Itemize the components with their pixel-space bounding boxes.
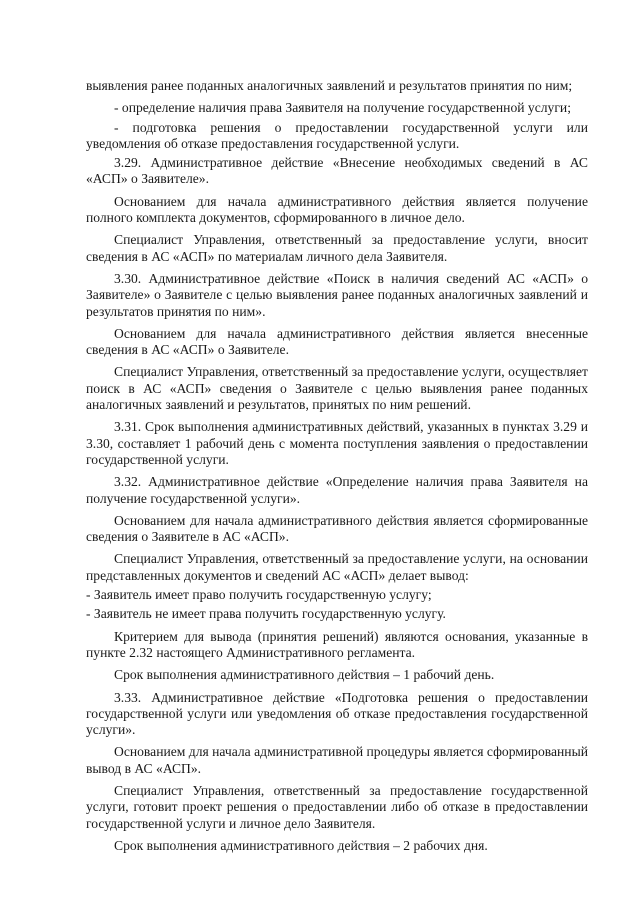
paragraph-3-32-heading: 3.32. Административное действие «Определение наличия права Заявителя на получение государственной услуги». <box>86 474 588 506</box>
paragraph-3-33-basis: Основанием для начала административной процедуры является сформированный вывод в АС «АСП». <box>86 744 588 776</box>
paragraph-3-31-deadline: 3.31. Срок выполнения административных действий, указанных в пунктах 3.29 и 3.30, составляет 1 рабочий день с момента поступления заявления о предоставлении государственной услуги. <box>86 419 588 467</box>
paragraph-outcome-has-right: - Заявитель имеет право получить государственную услугу; <box>86 587 432 603</box>
paragraph-continuation: выявления ранее поданных аналогичных заявлений и результатов принятия по ним; <box>86 78 573 93</box>
paragraph-3-33-specialist: Специалист Управления, ответственный за предоставление государственной услуги, готовит проект решения о предоставлении либо об отказе в предоставлении государственной услуги и личное дело Заявителя. <box>86 782 588 831</box>
paragraph-3-29-heading: 3.29. Административное действие «Внесение необходимых сведений в АС «АСП» о Заявителе». <box>86 155 588 187</box>
paragraph-3-30-heading: 3.30. Административное действие «Поиск в наличия сведений АС «АСП» о Заявителе» о Заявителе с целью выявления ранее поданных аналогичных заявлений и результатов принятия по ним». <box>86 270 588 319</box>
paragraph-outcome-no-right: - Заявитель не имеет права получить государственную услугу. <box>86 606 446 622</box>
paragraph-3-33-heading: 3.33. Административное действие «Подготовка решения о предоставлении государственной услуги или уведомления об отказе предоставления государственной услуги». <box>86 689 588 738</box>
paragraph-deadline-two-days: Срок выполнения административного действия – 2 рабочих дня. <box>114 837 488 853</box>
paragraph-criterion: Критерием для вывода (принятия решений) являются основания, указанные в пункте 2.32 настоящего Административного регламента. <box>86 628 588 660</box>
paragraph-3-30-specialist: Специалист Управления, ответственный за предоставление услуги, осуществляет поиск в АС «АСП» сведения о Заявителе с целью выявления ранее поданных аналогичных заявлений и результатов, принятых по ним решений. <box>86 364 588 413</box>
paragraph-bullet-decision-preparation: - подготовка решения о предоставлении государственной услуги или уведомления об отказе предоставления государственной услуги. <box>86 119 588 151</box>
paragraph-3-29-specialist: Специалист Управления, ответственный за предоставление услуги, вносит сведения в АС «АСП» по материалам личного дела Заявителя. <box>86 232 588 264</box>
paragraph-3-30-basis: Основанием для начала административного действия является внесенные сведения в АС «АСП» о Заявителе. <box>86 325 588 358</box>
document-page <box>86 78 588 860</box>
paragraph-deadline-one-day: Срок выполнения административного действия – 1 рабочий день. <box>114 667 495 683</box>
paragraph-3-32-basis: Основанием для начала административного действия является сформированные сведения о Заявителе в АС «АСП». <box>86 512 588 545</box>
paragraph-3-29-basis: Основанием для начала административного действия является получение полного комплекта документов, сформированного в личное дело. <box>86 193 588 226</box>
paragraph-bullet-right-determination: - определение наличия права Заявителя на получение государственной услуги; <box>114 100 571 116</box>
paragraph-3-32-specialist: Специалист Управления, ответственный за предоставление услуги, на основании представленных документов и сведений АС «АСП» делает вывод: <box>86 551 588 583</box>
